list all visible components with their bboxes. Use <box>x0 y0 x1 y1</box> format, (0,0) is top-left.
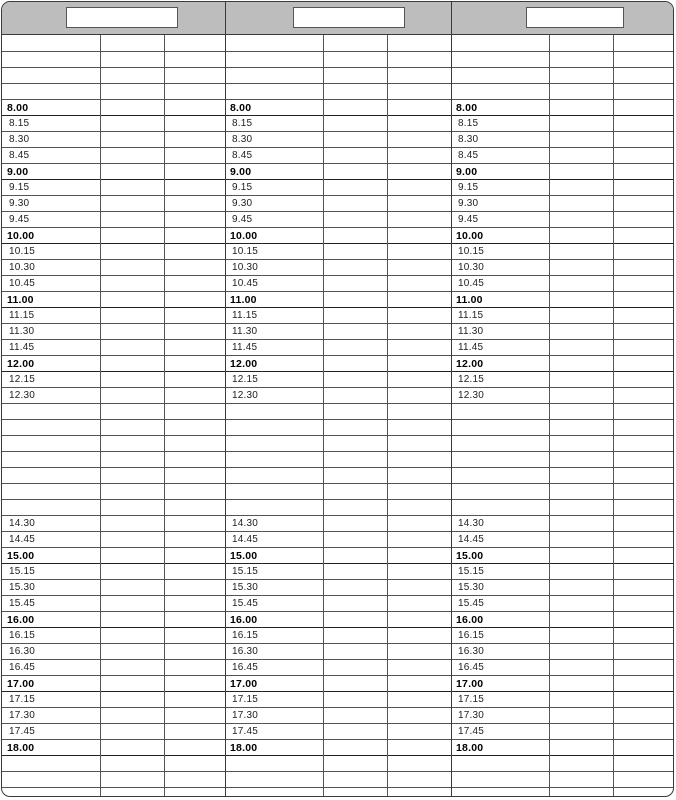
time-label: 8.30 <box>458 134 479 145</box>
time-slot-row[interactable] <box>451 740 674 756</box>
time-label: 11.45 <box>458 342 484 353</box>
time-slot-row[interactable] <box>2 84 225 100</box>
day-column <box>2 2 225 796</box>
time-slot-row[interactable] <box>451 420 674 436</box>
time-slot-row[interactable] <box>225 260 451 276</box>
time-slot-row[interactable] <box>451 596 674 612</box>
time-label: 9.15 <box>232 182 253 193</box>
time-slot-row[interactable] <box>225 388 451 404</box>
time-slot-row[interactable] <box>451 724 674 740</box>
day-name-field[interactable] <box>526 7 624 28</box>
time-slot-row[interactable] <box>2 644 225 660</box>
time-label: 10.15 <box>458 246 485 257</box>
time-slot-row[interactable] <box>451 548 674 564</box>
time-slot-row[interactable] <box>2 468 225 484</box>
time-slot-row[interactable] <box>225 740 451 756</box>
time-slot-row[interactable] <box>451 52 674 68</box>
time-slot-row[interactable] <box>2 212 225 228</box>
time-label: 12.30 <box>232 390 259 401</box>
time-label: 9.15 <box>9 182 30 193</box>
column-divider <box>613 35 614 796</box>
time-slot-row[interactable] <box>2 132 225 148</box>
time-slot-row[interactable] <box>451 660 674 676</box>
time-slot-row[interactable] <box>2 548 225 564</box>
time-slot-row[interactable] <box>451 180 674 196</box>
column-divider <box>100 35 101 796</box>
time-slot-row[interactable] <box>2 228 225 244</box>
time-slot-row[interactable] <box>2 356 225 372</box>
time-label: 8.45 <box>458 150 479 161</box>
time-slot-row[interactable] <box>225 180 451 196</box>
time-label: 11.15 <box>232 310 258 321</box>
time-label: 10.45 <box>458 278 485 289</box>
time-label: 11.30 <box>458 326 484 337</box>
time-label: 17.15 <box>9 694 36 705</box>
time-slot-row[interactable] <box>225 452 451 468</box>
time-label: 16.15 <box>232 630 259 641</box>
time-label: 16.30 <box>458 646 485 657</box>
time-slot-row[interactable] <box>451 436 674 452</box>
time-slot-row[interactable] <box>2 100 225 116</box>
time-slot-row[interactable] <box>2 660 225 676</box>
time-slot-row[interactable] <box>451 68 674 84</box>
time-label: 8.00 <box>7 102 29 114</box>
time-slot-row[interactable] <box>451 196 674 212</box>
column-header <box>451 2 674 35</box>
time-slot-row[interactable] <box>225 660 451 676</box>
time-label: 11.00 <box>456 294 483 306</box>
time-slot-row[interactable] <box>2 52 225 68</box>
time-label: 16.15 <box>458 630 485 641</box>
time-label: 8.15 <box>458 118 479 129</box>
time-slot-row[interactable] <box>225 372 451 388</box>
time-label: 9.45 <box>9 214 30 225</box>
time-label: 12.30 <box>9 390 36 401</box>
time-slot-row[interactable] <box>225 212 451 228</box>
day-name-field[interactable] <box>293 7 405 28</box>
time-label: 15.15 <box>232 566 259 577</box>
time-label: 9.00 <box>7 166 29 178</box>
time-label: 8.15 <box>232 118 253 129</box>
time-label: 14.30 <box>458 518 485 529</box>
time-slot-row[interactable] <box>2 68 225 84</box>
time-label: 16.15 <box>9 630 36 641</box>
time-label: 11.45 <box>232 342 258 353</box>
column-divider <box>549 35 550 796</box>
time-slot-row[interactable] <box>2 692 225 708</box>
time-label: 14.45 <box>9 534 36 545</box>
time-slot-row[interactable] <box>225 100 451 116</box>
time-label: 9.45 <box>232 214 253 225</box>
time-label: 10.45 <box>9 278 36 289</box>
time-slot-row[interactable] <box>2 436 225 452</box>
time-slot-row[interactable] <box>225 308 451 324</box>
time-slot-row[interactable] <box>451 404 674 420</box>
time-slot-row[interactable] <box>225 468 451 484</box>
time-label: 16.45 <box>232 662 259 673</box>
time-slot-row[interactable] <box>2 164 225 180</box>
time-label: 14.45 <box>232 534 259 545</box>
time-slot-row[interactable] <box>2 36 225 52</box>
time-slot-row[interactable] <box>225 580 451 596</box>
time-slot-row[interactable] <box>451 692 674 708</box>
time-slot-row[interactable] <box>451 564 674 580</box>
time-slot-row[interactable] <box>225 244 451 260</box>
time-slot-row[interactable] <box>451 612 674 628</box>
time-slot-row[interactable] <box>2 596 225 612</box>
time-slot-row[interactable] <box>2 388 225 404</box>
time-label: 10.00 <box>456 230 484 242</box>
time-label: 17.45 <box>232 726 259 737</box>
time-slot-row[interactable] <box>451 116 674 132</box>
column-header <box>225 2 451 35</box>
time-label: 16.45 <box>458 662 485 673</box>
time-label: 17.00 <box>230 678 258 690</box>
time-label: 15.00 <box>456 550 484 562</box>
time-label: 10.30 <box>232 262 259 273</box>
time-slot-row[interactable] <box>2 724 225 740</box>
time-slot-row[interactable] <box>225 324 451 340</box>
time-label: 15.45 <box>232 598 259 609</box>
time-slot-row[interactable] <box>2 708 225 724</box>
time-label: 9.30 <box>9 198 30 209</box>
time-label: 14.45 <box>458 534 485 545</box>
time-slot-row[interactable] <box>2 116 225 132</box>
time-slot-row[interactable] <box>451 292 674 308</box>
time-label: 17.00 <box>456 678 484 690</box>
time-slot-row[interactable] <box>451 676 674 692</box>
time-slot-row[interactable] <box>451 532 674 548</box>
column-header <box>2 2 225 35</box>
time-slot-row[interactable] <box>225 436 451 452</box>
time-label: 16.45 <box>9 662 36 673</box>
time-slot-row[interactable] <box>225 516 451 532</box>
time-slot-row[interactable] <box>225 132 451 148</box>
time-slot-row[interactable] <box>2 260 225 276</box>
time-label: 9.15 <box>458 182 479 193</box>
time-slot-row[interactable] <box>451 132 674 148</box>
time-slot-row[interactable] <box>225 276 451 292</box>
time-slot-row[interactable] <box>225 148 451 164</box>
time-slot-row[interactable] <box>2 404 225 420</box>
time-slot-row[interactable] <box>225 500 451 516</box>
time-slot-row[interactable] <box>451 356 674 372</box>
time-slot-row[interactable] <box>2 628 225 644</box>
time-slot-row[interactable] <box>2 324 225 340</box>
time-label: 12.15 <box>9 374 36 385</box>
time-label: 10.15 <box>232 246 259 257</box>
time-slot-row[interactable] <box>225 164 451 180</box>
time-label: 14.30 <box>9 518 36 529</box>
time-slot-row[interactable] <box>451 164 674 180</box>
time-label: 16.00 <box>7 614 35 626</box>
time-slot-row[interactable] <box>451 708 674 724</box>
time-label: 8.45 <box>9 150 30 161</box>
time-label: 11.15 <box>458 310 484 321</box>
time-label: 14.30 <box>232 518 259 529</box>
column-divider <box>387 35 388 796</box>
time-slot-row[interactable] <box>225 420 451 436</box>
time-label: 8.30 <box>9 134 30 145</box>
time-slot-row[interactable] <box>451 580 674 596</box>
time-slot-row[interactable] <box>225 228 451 244</box>
time-slot-row[interactable] <box>225 292 451 308</box>
time-label: 15.00 <box>230 550 258 562</box>
time-label: 12.30 <box>458 390 485 401</box>
time-slot-row[interactable] <box>451 276 674 292</box>
time-label: 8.00 <box>456 102 478 114</box>
time-slot-row[interactable] <box>451 468 674 484</box>
time-slot-row[interactable] <box>451 644 674 660</box>
time-label: 11.30 <box>232 326 258 337</box>
time-label: 15.45 <box>9 598 36 609</box>
time-slot-row[interactable] <box>451 324 674 340</box>
column-divider <box>323 35 324 796</box>
day-separator <box>225 2 226 796</box>
time-label: 11.00 <box>7 294 34 306</box>
time-label: 17.15 <box>458 694 485 705</box>
time-slot-row[interactable] <box>451 148 674 164</box>
time-slot-row[interactable] <box>225 116 451 132</box>
time-label: 9.00 <box>456 166 478 178</box>
time-slot-row[interactable] <box>225 404 451 420</box>
time-label: 10.00 <box>230 230 258 242</box>
time-slot-row[interactable] <box>451 756 674 772</box>
time-slot-row[interactable] <box>2 580 225 596</box>
time-slot-row[interactable] <box>225 84 451 100</box>
time-label: 17.30 <box>232 710 259 721</box>
time-slot-row[interactable] <box>225 772 451 788</box>
time-slot-row[interactable] <box>225 612 451 628</box>
time-label: 9.45 <box>458 214 479 225</box>
time-label: 17.30 <box>9 710 36 721</box>
time-label: 15.30 <box>9 582 36 593</box>
time-label: 9.30 <box>232 198 253 209</box>
time-label: 8.15 <box>9 118 30 129</box>
time-slot-row[interactable] <box>2 532 225 548</box>
time-label: 17.00 <box>7 678 35 690</box>
time-slot-row[interactable] <box>225 356 451 372</box>
time-slot-row[interactable] <box>225 68 451 84</box>
time-slot-row[interactable] <box>2 292 225 308</box>
time-slot-row[interactable] <box>451 308 674 324</box>
time-label: 9.30 <box>458 198 479 209</box>
time-slot-row[interactable] <box>225 484 451 500</box>
time-slot-row[interactable] <box>451 628 674 644</box>
time-slot-row[interactable] <box>225 724 451 740</box>
time-slot-row[interactable] <box>2 500 225 516</box>
time-slot-row[interactable] <box>2 196 225 212</box>
time-label: 8.00 <box>230 102 252 114</box>
time-slot-row[interactable] <box>2 452 225 468</box>
time-label: 11.15 <box>9 310 35 321</box>
time-label: 16.00 <box>230 614 258 626</box>
time-slot-row[interactable] <box>225 564 451 580</box>
time-label: 18.00 <box>456 742 484 754</box>
time-slot-row[interactable] <box>225 36 451 52</box>
time-label: 12.15 <box>232 374 259 385</box>
time-label: 15.15 <box>458 566 485 577</box>
time-slot-row[interactable] <box>451 244 674 260</box>
time-label: 18.00 <box>230 742 258 754</box>
time-slot-row[interactable] <box>225 548 451 564</box>
column-divider <box>164 35 165 796</box>
time-slot-row[interactable] <box>2 340 225 356</box>
time-slot-row[interactable] <box>2 308 225 324</box>
day-name-field[interactable] <box>66 7 178 28</box>
time-slot-row[interactable] <box>225 676 451 692</box>
time-slot-row[interactable] <box>451 452 674 468</box>
day-column <box>451 2 674 796</box>
time-slot-row[interactable] <box>451 84 674 100</box>
time-slot-row[interactable] <box>2 564 225 580</box>
time-slot-row[interactable] <box>225 52 451 68</box>
time-label: 10.30 <box>9 262 36 273</box>
time-label: 10.00 <box>7 230 35 242</box>
time-slot-row[interactable] <box>451 516 674 532</box>
time-label: 17.30 <box>458 710 485 721</box>
time-label: 17.45 <box>458 726 485 737</box>
time-slot-row[interactable] <box>451 500 674 516</box>
time-label: 12.00 <box>456 358 484 370</box>
time-slot-row[interactable] <box>2 180 225 196</box>
time-slot-row[interactable] <box>451 340 674 356</box>
time-label: 11.45 <box>9 342 35 353</box>
time-slot-row[interactable] <box>225 340 451 356</box>
time-label: 8.45 <box>232 150 253 161</box>
time-slot-row[interactable] <box>451 484 674 500</box>
time-label: 16.00 <box>456 614 484 626</box>
time-slot-row[interactable] <box>225 596 451 612</box>
time-label: 8.30 <box>232 134 253 145</box>
time-slot-row[interactable] <box>2 676 225 692</box>
time-label: 12.15 <box>458 374 485 385</box>
time-slot-row[interactable] <box>2 756 225 772</box>
time-label: 12.00 <box>230 358 258 370</box>
time-slot-row[interactable] <box>2 740 225 756</box>
time-label: 15.45 <box>458 598 485 609</box>
time-label: 10.15 <box>9 246 36 257</box>
time-label: 18.00 <box>7 742 35 754</box>
time-label: 11.00 <box>230 294 257 306</box>
time-slot-row[interactable] <box>2 484 225 500</box>
time-slot-row[interactable] <box>2 148 225 164</box>
time-slot-row[interactable] <box>2 772 225 788</box>
time-label: 17.45 <box>9 726 36 737</box>
time-slot-row[interactable] <box>451 36 674 52</box>
time-slot-row[interactable] <box>2 276 225 292</box>
time-label: 15.30 <box>458 582 485 593</box>
time-label: 17.15 <box>232 694 259 705</box>
time-label: 15.00 <box>7 550 35 562</box>
time-slot-row[interactable] <box>451 228 674 244</box>
time-slot-row[interactable] <box>225 196 451 212</box>
time-label: 16.30 <box>9 646 36 657</box>
time-label: 16.30 <box>232 646 259 657</box>
time-slot-row[interactable] <box>2 244 225 260</box>
time-slot-row[interactable] <box>451 100 674 116</box>
time-label: 9.00 <box>230 166 252 178</box>
time-slot-row[interactable] <box>451 772 674 788</box>
time-slot-row[interactable] <box>225 692 451 708</box>
day-column <box>225 2 451 796</box>
time-slot-row[interactable] <box>451 388 674 404</box>
time-slot-row[interactable] <box>451 260 674 276</box>
time-slot-row[interactable] <box>2 516 225 532</box>
time-label: 10.30 <box>458 262 485 273</box>
time-slot-row[interactable] <box>225 756 451 772</box>
time-slot-row[interactable] <box>451 372 674 388</box>
time-label: 15.30 <box>232 582 259 593</box>
time-slot-row[interactable] <box>2 372 225 388</box>
time-slot-row[interactable] <box>2 420 225 436</box>
time-slot-row[interactable] <box>225 708 451 724</box>
time-label: 12.00 <box>7 358 35 370</box>
planner-sheet <box>1 1 674 797</box>
day-separator <box>451 2 452 796</box>
time-slot-row[interactable] <box>225 628 451 644</box>
time-slot-row[interactable] <box>225 532 451 548</box>
time-label: 15.15 <box>9 566 36 577</box>
time-label: 10.45 <box>232 278 259 289</box>
time-slot-row[interactable] <box>225 644 451 660</box>
time-slot-row[interactable] <box>2 612 225 628</box>
time-label: 11.30 <box>9 326 35 337</box>
time-slot-row[interactable] <box>451 212 674 228</box>
